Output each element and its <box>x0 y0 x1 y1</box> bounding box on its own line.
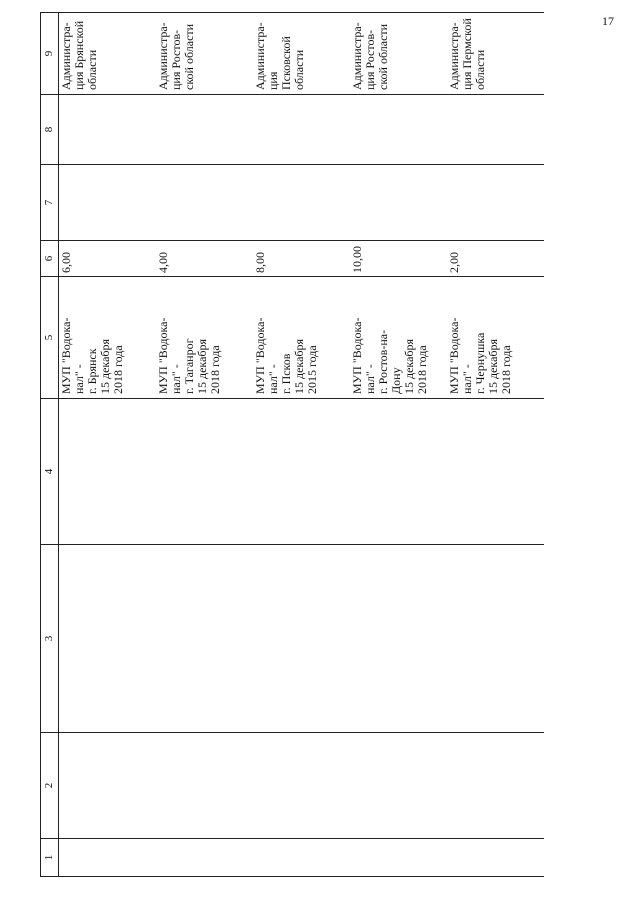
table-cell <box>253 165 350 241</box>
value-cell: 2,00 <box>447 241 544 277</box>
column-number: 3 <box>41 545 59 733</box>
table-cell <box>59 399 157 545</box>
table-cell <box>59 839 157 877</box>
table-cell <box>156 165 253 241</box>
column-number-row <box>41 13 59 877</box>
page-number: 17 <box>602 14 614 28</box>
administration-cell: Администра- ция Пермской области <box>447 13 544 95</box>
table-cell <box>350 399 447 545</box>
rotated-table-container <box>40 13 618 877</box>
table-row <box>253 13 350 877</box>
table-cell <box>156 839 253 877</box>
table-cell <box>447 839 544 877</box>
value-cell: 6,00 <box>59 241 157 277</box>
table-cell <box>156 733 253 839</box>
table-cell <box>59 95 157 165</box>
value-cell: 8,00 <box>253 241 350 277</box>
table-cell <box>350 165 447 241</box>
column-number: 8 <box>41 95 59 165</box>
table-cell <box>350 95 447 165</box>
enterprise-cell: МУП "Водока- нал" - г. Ростов-на- Дону 15 декабря 2018 года <box>350 277 447 399</box>
value-cell: 4,00 <box>156 241 253 277</box>
table-cell <box>447 95 544 165</box>
table-cell <box>253 839 350 877</box>
column-number: 4 <box>41 399 59 545</box>
table-row <box>350 13 447 877</box>
table-cell <box>59 733 157 839</box>
administration-cell: Администра- ция Ростов- ской области <box>156 13 253 95</box>
administration-cell: Администра- ция Ростов- ской области <box>350 13 447 95</box>
table-cell <box>253 733 350 839</box>
table-cell <box>447 545 544 733</box>
table-cell <box>156 399 253 545</box>
administration-cell: Администра- ция Псковской области <box>253 13 350 95</box>
table-cell <box>350 733 447 839</box>
column-number: 9 <box>41 13 59 95</box>
enterprise-cell: МУП "Водока- нал" - г. Чернушка 15 декабря 2018 года <box>447 277 544 399</box>
table-cell <box>156 545 253 733</box>
table-cell <box>447 165 544 241</box>
table-cell <box>156 95 253 165</box>
table-cell <box>253 399 350 545</box>
column-number: 5 <box>41 277 59 399</box>
table-cell <box>350 839 447 877</box>
table-cell <box>447 399 544 545</box>
value-cell: 10,00 <box>350 241 447 277</box>
column-number: 7 <box>41 165 59 241</box>
enterprise-cell: МУП "Водока- нал" - г. Таганрог 15 декабря 2018 года <box>156 277 253 399</box>
administration-cell: Администра- ция Брянской области <box>59 13 157 95</box>
enterprise-cell: МУП "Водока- нал" - г. Псков 15 декабря 2015 года <box>253 277 350 399</box>
enterprise-cell: МУП "Водока- нал" - г. Брянск 15 декабря 2018 года <box>59 277 157 399</box>
table-cell <box>447 733 544 839</box>
table-cell <box>59 165 157 241</box>
table-row <box>447 13 544 877</box>
column-number: 6 <box>41 241 59 277</box>
table-row <box>59 13 157 877</box>
table-row <box>156 13 253 877</box>
table-cell <box>253 95 350 165</box>
table-cell <box>59 545 157 733</box>
column-number: 2 <box>41 733 59 839</box>
table-cell <box>350 545 447 733</box>
table-cell <box>253 545 350 733</box>
column-number: 1 <box>41 839 59 877</box>
document-table <box>40 12 544 877</box>
